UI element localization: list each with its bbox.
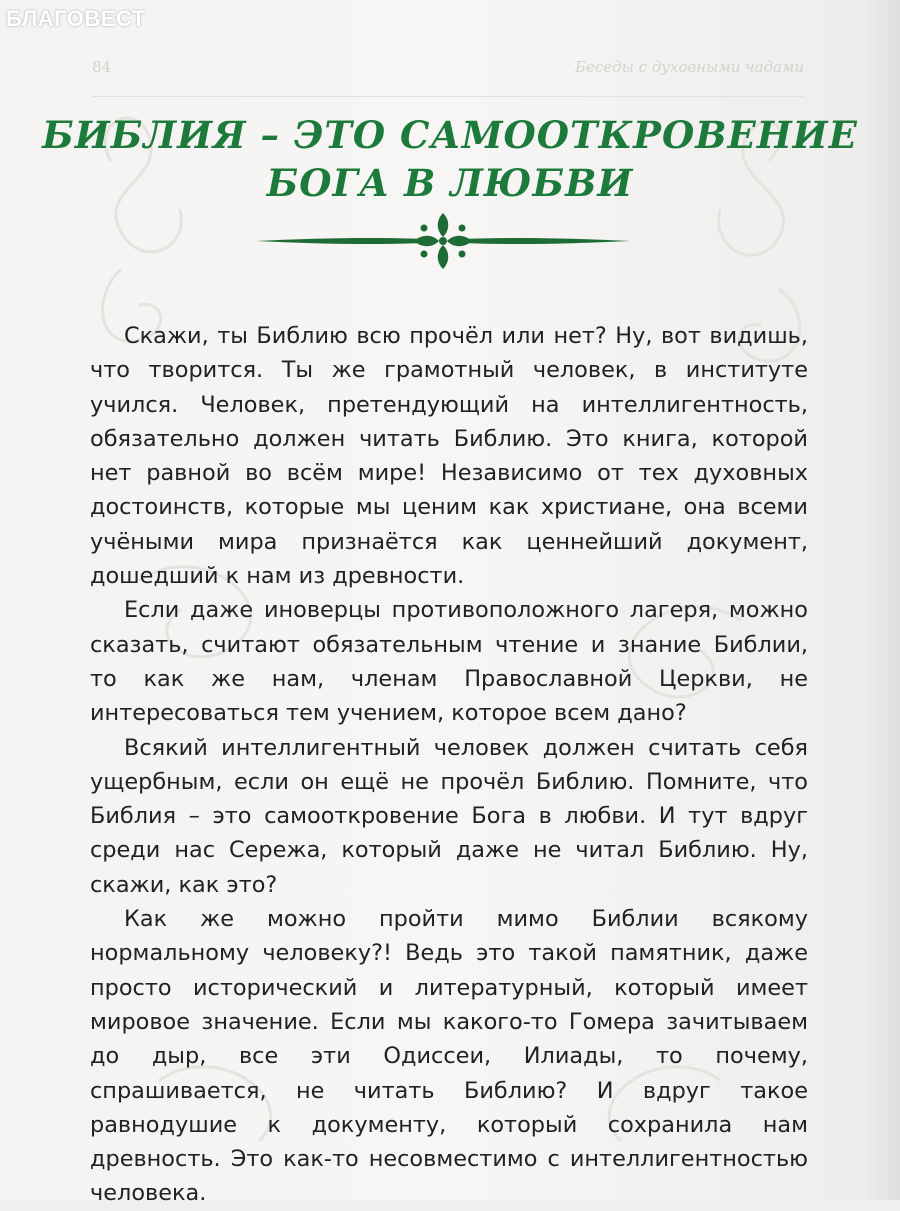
- chapter-heading-line-1: БИБЛИЯ – ЭТО САМООТКРОВЕНИЕ: [42, 113, 858, 157]
- chapter-heading-line-2: БОГА В ЛЮБВИ: [266, 161, 634, 205]
- paragraph-1: Скажи, ты Библию всю прочёл или нет? Ну, вот видишь, что творится. Ты же грамотный человек, в институте учился. Человек, претендующий на интеллигентность, обязательно должен читать Библию. Это книга, которой нет равной во всём мире! Независимо от тех духовных достоинств, которые мы ценим как христиане, она всеми учёными мира признаётся как ценнейший документ, дошедший к нам из древности.: [90, 323, 808, 590]
- paragraph-4: Как же можно пройти мимо Библии всякому нормальному человеку?! Ведь это такой памятник, даже просто исторический и литературный, который имеет мировое значение. Если мы какого-то Гомера зачитываем до дыр, все эти Одиссеи, Илиады, то почему, спрашивается, не читать Библию? И вдруг такое равнодушие к документу, который сохранила нам древность. Это как-то несовместимо с интеллигентностью человека.: [90, 906, 808, 1207]
- header-rule: [92, 96, 804, 97]
- paragraph-3: Всякий интеллигентный человек должен считать себя ущербным, если он ещё не прочёл Библию. Помните, что Библия – это самооткровение Бога в любви. И тут вдруг среди нас Сережа, который даже не читал Библию. Ну, скажи, как это?: [90, 734, 808, 898]
- paragraph-2: Если даже иноверцы противоположного лагеря, можно сказать, считают обязательным чтение и знание Библии, то как же нам, членам Православной Церкви, не интересоваться тем учением, которое всем дано?: [90, 597, 808, 727]
- page-number: 84: [92, 58, 112, 76]
- running-header: [92, 58, 804, 88]
- body-text: [90, 319, 808, 1211]
- fleur-de-lis-divider-icon: [256, 210, 630, 270]
- store-watermark: БЛАГОВЕСТ: [6, 6, 146, 31]
- running-title: Беседы с духовными чадами: [574, 58, 804, 76]
